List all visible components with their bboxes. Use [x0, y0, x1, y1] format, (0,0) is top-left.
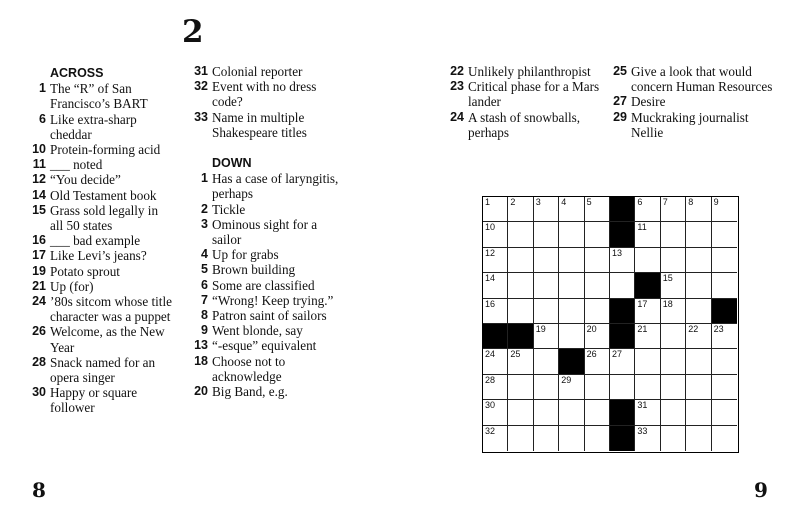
- clue-number: 13: [194, 338, 208, 353]
- cell-number: 32: [485, 425, 496, 436]
- clue-item: [24, 233, 174, 248]
- clue-text: Up for grabs: [212, 247, 279, 263]
- clue-number: 6: [39, 111, 46, 126]
- cell-number: 9: [713, 197, 719, 207]
- grid-cell[interactable]: [483, 299, 508, 324]
- grid-cell[interactable]: [635, 222, 660, 247]
- grid-cell[interactable]: [585, 349, 610, 374]
- grid-cell[interactable]: [712, 324, 737, 349]
- grid-cell[interactable]: [712, 197, 737, 222]
- grid-cell[interactable]: [661, 299, 686, 324]
- clue-text: ’80s sitcom whose title character was a puppet: [50, 294, 172, 325]
- grid-cell-black: [508, 324, 533, 349]
- grid-cell[interactable]: [559, 324, 584, 349]
- grid-cell-black: [610, 197, 635, 222]
- grid-cell[interactable]: [585, 248, 610, 273]
- grid-cell[interactable]: [585, 222, 610, 247]
- cell-number: 14: [485, 273, 496, 284]
- clue-number: 24: [32, 294, 46, 309]
- grid-cell[interactable]: [585, 273, 610, 298]
- grid-cell[interactable]: [712, 426, 737, 451]
- grid-cell[interactable]: [661, 273, 686, 298]
- clue-text: Protein-forming acid: [50, 142, 161, 157]
- clue-text: Big Band, e.g.: [212, 384, 288, 400]
- grid-cell[interactable]: [585, 299, 610, 324]
- grid-cell[interactable]: [661, 248, 686, 273]
- cell-number: 19: [535, 324, 546, 334]
- clue-item: [24, 385, 174, 415]
- clue-number: 32: [194, 79, 208, 94]
- grid-cell[interactable]: [483, 349, 508, 374]
- grid-cell[interactable]: [508, 273, 533, 298]
- clue-text: Like Levi’s jeans?: [50, 248, 147, 264]
- grid-cell[interactable]: [483, 426, 508, 451]
- grid-cell[interactable]: [534, 324, 559, 349]
- cell-number: 26: [586, 349, 597, 360]
- clue-item: [186, 354, 346, 384]
- clue-item: [24, 203, 174, 233]
- grid-cell[interactable]: [508, 400, 533, 425]
- clue-text: Choose not to acknowledge: [212, 353, 286, 384]
- clue-number: 26: [32, 324, 46, 339]
- clue-text: The “R” of San Francisco’s BART: [50, 81, 148, 112]
- grid-cell[interactable]: [585, 375, 610, 400]
- clue-number: 16: [32, 233, 46, 248]
- clue-text: Like extra-sharp cheddar: [50, 111, 137, 142]
- clue-number: 2: [201, 201, 208, 216]
- crossword-grid[interactable]: [482, 196, 739, 453]
- grid-cell[interactable]: [585, 197, 610, 222]
- clue-item: [186, 338, 346, 353]
- clue-text: Muckraking journalist Nellie: [631, 109, 749, 140]
- clue-number: 19: [32, 263, 46, 278]
- grid-cell[interactable]: [661, 197, 686, 222]
- grid-cell[interactable]: [610, 375, 635, 400]
- cell-number: 5: [586, 197, 592, 207]
- grid-cell[interactable]: [635, 299, 660, 324]
- cell-number: 23: [713, 324, 724, 334]
- grid-cell[interactable]: [661, 222, 686, 247]
- clue-text: Welcome, as the New Year: [50, 324, 165, 355]
- grid-cell[interactable]: [712, 375, 737, 400]
- grid-cell[interactable]: [534, 349, 559, 374]
- grid-cell[interactable]: [686, 222, 711, 247]
- grid-cell[interactable]: [483, 375, 508, 400]
- grid-cell[interactable]: [534, 400, 559, 425]
- page-number-left: 8: [32, 478, 46, 502]
- clue-number: 33: [194, 109, 208, 124]
- grid-cell[interactable]: [508, 248, 533, 273]
- clue-text: A stash of snowballs, perhaps: [468, 109, 581, 140]
- clue-text: Critical phase for a Mars lander: [468, 79, 600, 110]
- grid-cell[interactable]: [635, 324, 660, 349]
- cell-number: 3: [535, 197, 541, 207]
- grid-cell-black: [610, 426, 635, 451]
- grid-cell[interactable]: [686, 375, 711, 400]
- clue-number: 8: [201, 308, 208, 323]
- grid-cell[interactable]: [686, 324, 711, 349]
- clue-number: 1: [201, 171, 208, 186]
- cell-number: 8: [688, 197, 694, 207]
- clue-number: 21: [32, 278, 46, 293]
- clue-number: 9: [201, 323, 208, 338]
- grid-cell[interactable]: [610, 248, 635, 273]
- clue-item: [186, 262, 346, 277]
- clue-item: [605, 64, 780, 94]
- grid-cell[interactable]: [712, 400, 737, 425]
- page-number-right: 9: [754, 478, 768, 502]
- grid-cell[interactable]: [661, 400, 686, 425]
- cell-number: 25: [510, 349, 521, 360]
- grid-cell[interactable]: [508, 375, 533, 400]
- grid-cell[interactable]: [661, 324, 686, 349]
- cell-number: 31: [637, 400, 648, 411]
- grid-cell[interactable]: [712, 349, 737, 374]
- grid-cell[interactable]: [534, 248, 559, 273]
- clue-item: [186, 110, 346, 140]
- grid-cell[interactable]: [534, 375, 559, 400]
- grid-cell[interactable]: [635, 426, 660, 451]
- grid-cell[interactable]: [559, 197, 584, 222]
- clue-text: Up (for): [50, 278, 94, 294]
- clue-item: [24, 294, 174, 324]
- cell-number: 10: [485, 222, 496, 233]
- cell-number: 11: [637, 222, 647, 233]
- clue-number: 25: [613, 64, 627, 78]
- grid-cell-black: [559, 349, 584, 374]
- grid-cell[interactable]: [534, 273, 559, 298]
- clue-number: 22: [450, 64, 464, 78]
- clue-number: 10: [32, 142, 46, 156]
- grid-cell[interactable]: [635, 400, 660, 425]
- grid-cell[interactable]: [559, 375, 584, 400]
- grid-cell-black: [610, 324, 635, 349]
- clue-item: [24, 279, 174, 294]
- clue-text: Went blonde, say: [212, 323, 303, 339]
- clue-item: [24, 142, 174, 157]
- clue-text: Grass sold legally in all 50 states: [50, 202, 159, 234]
- cell-number: 2: [510, 197, 516, 207]
- grid-cell-black: [610, 299, 635, 324]
- clue-text: “You decide”: [50, 172, 121, 188]
- grid-cell[interactable]: [483, 197, 508, 222]
- clue-number: 30: [32, 385, 46, 400]
- clue-number: 14: [32, 187, 46, 202]
- clue-item: [24, 81, 174, 111]
- clue-item: [186, 171, 346, 201]
- clue-item: [186, 384, 346, 399]
- clue-text: “Wrong! Keep trying.”: [212, 292, 334, 308]
- clue-item: [24, 355, 174, 385]
- grid-cell[interactable]: [483, 248, 508, 273]
- clue-text: Snack named for an opera singer: [50, 354, 156, 386]
- clue-text: Desire: [631, 94, 666, 110]
- clue-item: [186, 323, 346, 338]
- cell-number: 21: [637, 324, 648, 334]
- clue-text: Give a look that would concern Human Resources: [631, 64, 773, 95]
- across-heading: ACROSS: [50, 66, 104, 80]
- cell-number: 22: [688, 324, 699, 334]
- clues-column-4: [605, 64, 780, 140]
- cell-number: 17: [637, 298, 648, 309]
- cell-number: 27: [612, 349, 623, 360]
- grid-cell[interactable]: [483, 222, 508, 247]
- clue-text: Old Testament book: [50, 187, 157, 203]
- clue-number: 6: [201, 277, 208, 292]
- clue-number: 7: [201, 292, 208, 307]
- grid-cell[interactable]: [635, 349, 660, 374]
- cell-number: 16: [485, 298, 496, 309]
- clue-item: [24, 264, 174, 279]
- grid-cell[interactable]: [559, 299, 584, 324]
- grid-cell[interactable]: [686, 400, 711, 425]
- grid-cell[interactable]: [559, 426, 584, 451]
- clue-number: 17: [32, 248, 46, 263]
- clue-number: 31: [194, 64, 208, 78]
- clue-item: [186, 293, 346, 308]
- clue-item: [186, 247, 346, 262]
- grid-cell[interactable]: [712, 248, 737, 273]
- clue-text: Tickle: [212, 201, 246, 217]
- grid-cell[interactable]: [712, 273, 737, 298]
- cell-number: 12: [485, 247, 496, 258]
- clue-number: 4: [201, 247, 208, 262]
- puzzle-number: 2: [182, 14, 204, 50]
- clue-item: [24, 172, 174, 187]
- clue-text: “-esque” equivalent: [212, 338, 317, 354]
- clue-number: 11: [32, 157, 46, 172]
- clue-number: 23: [450, 79, 464, 94]
- clue-item: [186, 278, 346, 293]
- cell-number: 18: [662, 298, 673, 309]
- cell-number: 30: [485, 400, 496, 411]
- grid-cell[interactable]: [661, 426, 686, 451]
- clue-number: 20: [194, 384, 208, 399]
- clue-number: 29: [613, 109, 627, 124]
- clue-number: 24: [450, 109, 464, 124]
- grid-cell-black: [610, 222, 635, 247]
- clue-item: [605, 94, 780, 109]
- grid-cell[interactable]: [686, 273, 711, 298]
- grid-cell[interactable]: [635, 197, 660, 222]
- clue-number: 15: [32, 202, 46, 217]
- grid-cell[interactable]: [635, 248, 660, 273]
- cell-number: 1: [485, 197, 491, 207]
- clue-text: Brown building: [212, 262, 296, 278]
- grid-cell-black: [610, 400, 635, 425]
- clues-column-2: [186, 64, 346, 399]
- clue-text: Ominous sight for a sailor: [212, 216, 318, 248]
- grid-cell[interactable]: [686, 248, 711, 273]
- grid-cell[interactable]: [585, 324, 610, 349]
- clue-text: Some are classified: [212, 277, 315, 293]
- grid-cell[interactable]: [585, 426, 610, 451]
- clue-number: 28: [32, 354, 46, 369]
- clue-number: 18: [194, 353, 208, 368]
- grid-cell[interactable]: [585, 400, 610, 425]
- clue-item: [442, 64, 602, 79]
- clue-item: [442, 79, 602, 109]
- grid-cell[interactable]: [508, 197, 533, 222]
- clues-column-1: [24, 64, 174, 416]
- clue-item: [186, 308, 346, 323]
- clue-item: [186, 202, 346, 217]
- clue-text: Happy or square follower: [50, 385, 138, 416]
- grid-cell[interactable]: [483, 400, 508, 425]
- grid-cell[interactable]: [508, 222, 533, 247]
- clue-number: 27: [613, 94, 627, 109]
- cell-number: 4: [561, 197, 567, 207]
- clue-text: ___ bad example: [50, 233, 141, 249]
- clue-text: Unlikely philanthropist: [468, 64, 591, 79]
- grid-cell[interactable]: [559, 222, 584, 247]
- grid-cell[interactable]: [686, 349, 711, 374]
- clue-item: [442, 110, 602, 140]
- grid-cell[interactable]: [559, 400, 584, 425]
- grid-cell[interactable]: [686, 299, 711, 324]
- clue-item: [186, 64, 346, 79]
- grid-cell[interactable]: [610, 349, 635, 374]
- down-heading: DOWN: [212, 156, 252, 171]
- clues-column-3: [442, 64, 602, 140]
- clue-number: 1: [39, 81, 46, 96]
- grid-cell[interactable]: [661, 349, 686, 374]
- clue-text: Patron saint of sailors: [212, 308, 327, 324]
- grid-cell-black: [635, 273, 660, 298]
- cell-number: 28: [485, 374, 496, 385]
- clue-text: Colonial reporter: [212, 64, 303, 79]
- grid-cell[interactable]: [508, 299, 533, 324]
- clue-item: [24, 157, 174, 172]
- cell-number: 29: [561, 374, 572, 385]
- cell-number: 6: [637, 197, 643, 207]
- clue-item: [24, 112, 174, 142]
- clue-text: Event with no dress code?: [212, 79, 317, 110]
- clue-text: ___ noted: [50, 157, 103, 173]
- cell-number: 15: [662, 273, 673, 284]
- grid-cell[interactable]: [559, 248, 584, 273]
- grid-cell[interactable]: [712, 222, 737, 247]
- clue-item: [186, 79, 346, 109]
- clue-text: Potato sprout: [50, 263, 120, 279]
- clue-number: 12: [32, 172, 46, 187]
- grid-cell[interactable]: [559, 273, 584, 298]
- grid-cell[interactable]: [534, 222, 559, 247]
- clue-item: [24, 324, 174, 354]
- grid-cell[interactable]: [534, 426, 559, 451]
- grid-cell-black: [712, 299, 737, 324]
- grid-cell[interactable]: [661, 375, 686, 400]
- grid-cell[interactable]: [686, 197, 711, 222]
- cell-number: 20: [586, 324, 597, 334]
- clue-number: 5: [201, 262, 208, 277]
- grid-cell[interactable]: [686, 426, 711, 451]
- cell-number: 13: [612, 247, 623, 258]
- grid-cell[interactable]: [483, 273, 508, 298]
- grid-cell[interactable]: [508, 349, 533, 374]
- clue-item: [186, 217, 346, 247]
- clue-item: [605, 110, 780, 140]
- grid-cell[interactable]: [534, 299, 559, 324]
- clue-item: [24, 188, 174, 203]
- clue-text: Has a case of laryngitis, perhaps: [212, 171, 339, 202]
- grid-cell[interactable]: [635, 375, 660, 400]
- grid-cell[interactable]: [610, 273, 635, 298]
- clue-number: 3: [201, 216, 208, 231]
- cell-number: 33: [637, 425, 648, 436]
- clue-text: Name in multiple Shakespeare titles: [212, 109, 307, 140]
- cell-number: 7: [662, 197, 668, 207]
- grid-cell[interactable]: [508, 426, 533, 451]
- cell-number: 24: [485, 349, 496, 360]
- grid-cell-black: [483, 324, 508, 349]
- clue-item: [24, 248, 174, 263]
- grid-cell[interactable]: [534, 197, 559, 222]
